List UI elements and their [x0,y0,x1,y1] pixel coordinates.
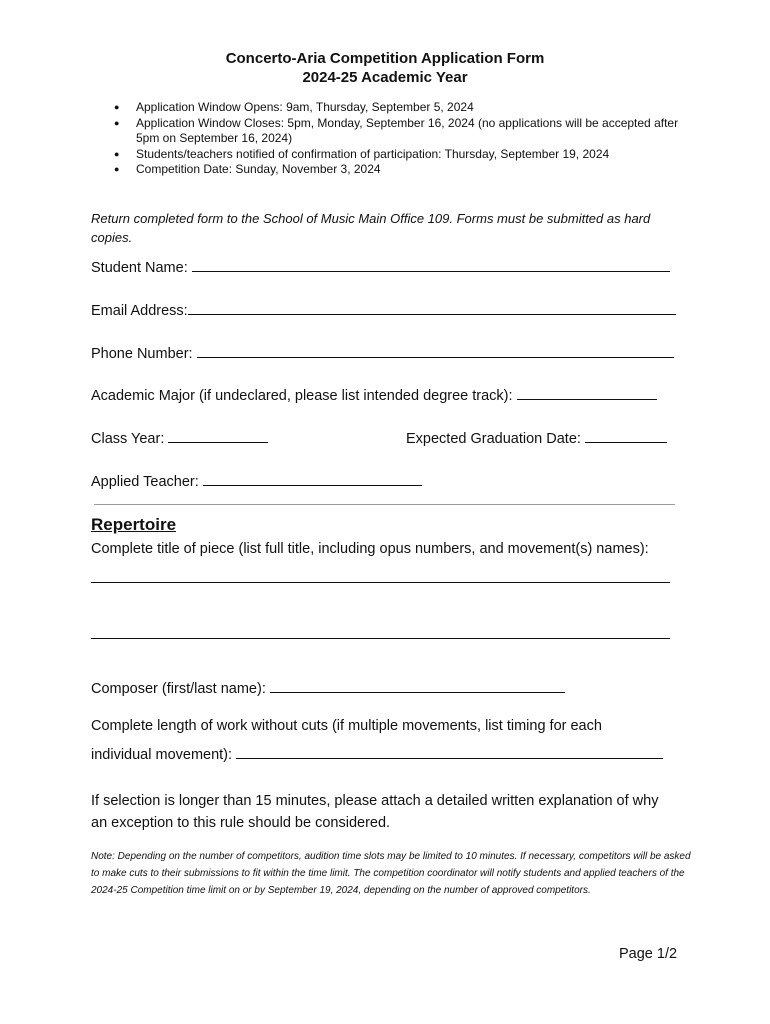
major-input-line[interactable] [517,385,657,400]
title-input-line-2[interactable] [91,638,670,639]
student-name-input-line[interactable] [192,257,670,272]
length-prompt: Complete length of work without cuts (if multiple movements, list timing for each [91,718,602,734]
phone-field[interactable] [91,343,674,364]
title-prompt: Complete title of piece (list full title, including opus numbers, and movement(s) names): [91,541,649,557]
length-input-line[interactable] [236,744,663,759]
composer-input-line[interactable] [270,678,565,693]
repertoire-heading: Repertoire [91,515,177,534]
form-title: Concerto-Aria Competition Application Form [225,50,545,67]
class-year-input-line[interactable] [168,428,268,443]
list-item: ● Students/teachers notified of confirmation of participation: Thursday, September 19, 2024 [114,147,694,163]
composer-field[interactable] [91,678,565,699]
class-year-label: Class Year: [91,431,165,447]
teacher-input-line[interactable] [203,471,422,486]
major-label: Academic Major (if undeclared, please list intended degree track): [91,388,513,404]
instructions-text: Return completed form to the School of Music Main Office 109. Forms must be submitted as hard copies. [91,211,651,245]
teacher-field[interactable] [91,471,422,492]
list-item: ● Application Window Opens: 9am, Thursday, September 5, 2024 [114,100,694,116]
major-field[interactable] [91,385,657,406]
list-item: ● Application Window Closes: 5pm, Monday, September 16, 2024 (no applications will be accepted after 5pm on September 16, 2024) [114,116,694,147]
list-item: ● Competition Date: Sunday, November 3, 2024 [114,162,694,178]
student-name-field[interactable] [91,257,670,278]
email-input-line[interactable] [188,300,676,315]
email-label: Email Address: [91,303,188,319]
length-field[interactable] [91,744,663,765]
graduation-input-line[interactable] [585,428,667,443]
student-name-label: Student Name: [91,260,188,276]
title-input-line-1[interactable] [91,582,670,583]
academic-year: 2024-25 Academic Year [302,69,468,86]
graduation-label: Expected Graduation Date: [406,431,581,447]
section-divider [94,504,675,505]
phone-label: Phone Number: [91,346,193,362]
length-label: individual movement): [91,747,233,763]
phone-input-line[interactable] [197,343,674,358]
composer-label: Composer (first/last name): [91,681,266,697]
exception-text: If selection is longer than 15 minutes, please attach a detailed written explanation of why an exception to this rule should be considered. [91,793,659,831]
email-field[interactable] [91,300,676,321]
note-text: Note: Depending on the number of competitors, audition time slots may be limited to 10 minutes. If necessary, competitors will be asked to make cuts to their submissions to fit within the time limit. The competition coordinator will notify students and applied teachers of the 2024-25 Competition time limit on or by September 19, 2024, depending on the number of approved competitors. [91,851,691,896]
page-number: Page 1/2 [619,946,678,962]
teacher-label: Applied Teacher: [91,474,199,490]
dates-list [114,100,694,178]
class-year-field[interactable] [91,428,268,449]
graduation-field[interactable] [406,428,667,449]
